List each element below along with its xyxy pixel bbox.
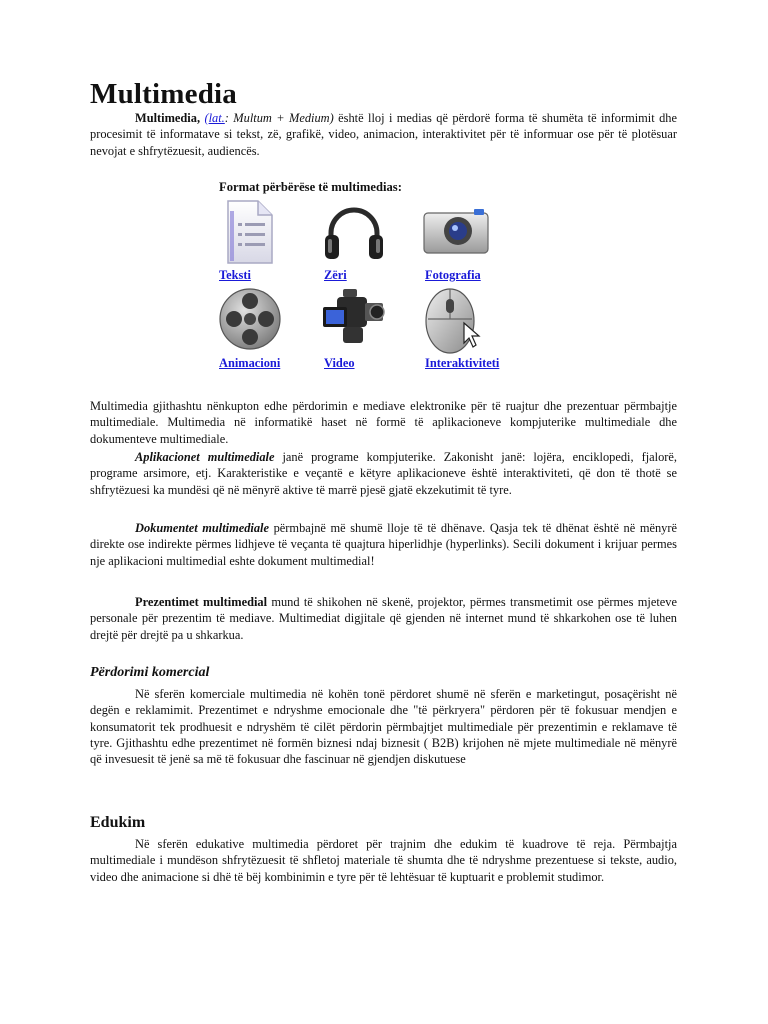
media-label-photo[interactable]: Fotografia <box>425 268 481 282</box>
media-item-video[interactable] <box>319 285 419 375</box>
media-item-animation[interactable] <box>214 285 314 375</box>
media-label-text[interactable]: Teksti <box>219 268 251 282</box>
presentations-term: Prezentimet multimedial <box>135 595 268 609</box>
headphones-icon <box>319 197 389 267</box>
section-heading-commercial: Përdorimi komercial <box>90 665 210 680</box>
applications-term: Aplikacionet multimediale <box>135 450 275 464</box>
video-camera-icon <box>319 285 389 355</box>
media-label-animation[interactable]: Animacioni <box>219 356 281 370</box>
document-icon <box>214 197 284 267</box>
intro-paragraph <box>90 110 677 159</box>
media-label-interactivity[interactable]: Interaktiviteti <box>425 356 500 370</box>
documents-term: Dokumentet multimediale <box>135 521 270 535</box>
intro-term: Multimedia, <box>135 111 201 125</box>
paragraph-presentations <box>90 594 677 643</box>
lat-rest: : Multum + Medium) <box>224 111 334 125</box>
documents-text: përmbajnë më shumë lloje të të dhënave. Qasja tek të dhënat është në mënyrë direkte ose indirekte përmes lidhjeve të veçanta të quajtura hiperlidhje (hyperlinks). Secili dokument i krijuar permes nje aplikacioni multimedial eshte dokument multimedial! <box>90 521 677 568</box>
media-item-photo[interactable] <box>420 197 520 287</box>
mouse-icon <box>420 285 490 355</box>
lat-link[interactable]: lat. <box>208 111 225 125</box>
media-forms-figure <box>214 197 534 377</box>
lat-open: ( <box>204 111 209 125</box>
commercial-text: Në sferën komerciale multimedia në kohën tonë përdoret shumë në sferën e marketingut, posaçërisht në degën e reklamimit. Prezentimet e ndryshme emocionale dhe "të përkryera" përdoren për të fokusuar mendjen e konsumatorit tek prodhuesit e ndryshëm të cilët përdorin përmbajtjet multimediale për prezentimin e reklamave të tyre. Gjithashtu edhe prezentimet në formën biznesi ndaj biznesit ( B2B) krijohen në mjete multimediale në mënyrë që invesuesit të jenë sa më të fokusuar dhe fascinuar në gjendjen diskutuese <box>90 687 677 767</box>
figure-title: Format përbërëse të multimedias: <box>219 180 402 194</box>
paragraph-applications <box>90 449 677 498</box>
media-item-sound[interactable] <box>319 197 419 287</box>
education-text: Në sferën edukative multimedia përdoret për trajnim dhe edukim të kuadrove të reja. Përmbajtja multimediale i mundëson shfrytëzuesit të shfletoj materiale të shumta dhe të ndryshme prezentuese si tekste, audio, video dhe animacione si dhë të bëj kombinimin e tyre për të lehtësuar të kuptuarit e problemit studimor. <box>90 837 677 884</box>
paragraph-documents <box>90 520 677 569</box>
presentations-text: mund të shikohen në skenë, projektor, përmes transmetimit ose përmes mjeteve personale për prezentim të mediave. Multimediat digjitale që gjenden në internet mund të shkarkohen ose të luhen drejtë për drejtë pa u shkarkua. <box>90 595 677 642</box>
media-label-sound[interactable]: Zëri <box>324 268 347 282</box>
page-title: Multimedia <box>90 78 237 110</box>
paragraph-education <box>90 836 677 885</box>
film-reel-icon <box>214 285 284 355</box>
media-item-text[interactable] <box>214 197 314 287</box>
camera-icon <box>420 197 490 267</box>
intro-text: është lloj i medias që përdorë forma të shumëta të informimit dhe procesimit të informatave si tekst, zë, grafikë, video, animacion, interaktivitet për të informuar ose për të plotësuar nevojat e shfrytëzuesit, audiencës. <box>90 111 677 158</box>
section-heading-education: Edukim <box>90 814 146 831</box>
paragraph-commercial <box>90 686 677 767</box>
media-label-video[interactable]: Video <box>324 356 355 370</box>
media-item-interactivity[interactable] <box>420 285 520 375</box>
applications-text: janë programe kompjuterike. Zakonisht janë: lojëra, enciklopedi, fjalorë, programe arsimore, etj. Karakteristike e veçantë e këtyre aplikacioneve është interaktiviteti, që don të thotë se shfrytëzuesi ka mundësi që në mënyrë aktive të marrë pjesë gjatë ekzekutimit të tyre. <box>90 450 678 497</box>
paragraph-general: Multimedia gjithashtu nënkupton edhe përdorimin e mediave elektronike për të ruajtur dhe prezentuar përmbajtje multimediale. Multimedia në informatikë haset në formë të aplikacioneve kompjuterike multimediale dhe dokumenteve multimediale. <box>90 399 677 446</box>
